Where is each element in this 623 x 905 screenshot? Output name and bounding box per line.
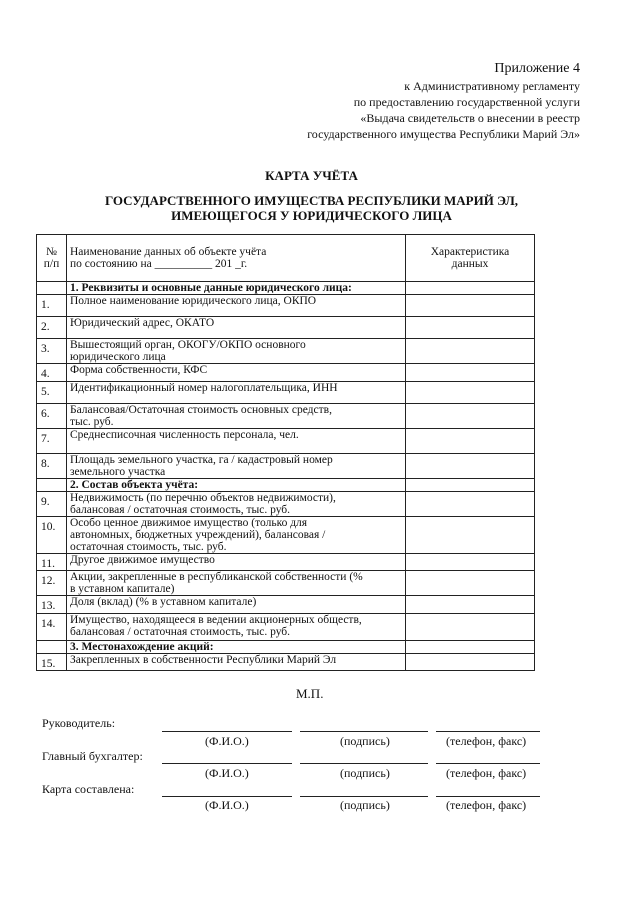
row-value-cell [406,429,535,454]
row-number-cell [37,429,67,454]
table-row [37,339,535,364]
table-row [37,295,535,317]
header-char-cell [406,235,535,282]
row-name-line: Имущество, находящееся в ведении акционерных обществ, [70,614,362,626]
signature-label-compiler: Карта составлена: [42,782,135,796]
table-row [37,382,535,404]
row-number-cell [37,317,67,339]
row-name-cell [67,654,406,671]
table-row [37,571,535,596]
header-char-line: Характеристика [430,246,510,258]
row-name-cell [67,339,406,364]
signature-line-name [162,731,292,732]
row-number: 6. [41,408,50,420]
row-name-line: Закрепленных в собственности Республики Марий Эл [70,654,337,666]
row-name-line: Среднесписочная численность персонала, чел. [70,429,299,441]
row-name-cell [67,571,406,596]
caption-signature: (подпись) [340,734,390,748]
row-number-cell [37,404,67,429]
table-row [37,429,535,454]
row-number: 14. [41,618,56,630]
row-name-line: Площадь земельного участка, га / кадастровый номер [70,454,333,466]
signature-line-name [162,763,292,764]
section-heading: 3. Местонахождение акций: [70,641,214,653]
row-value-cell [406,479,535,492]
row-name-line: Вышестоящий орган, ОКОГУ/ОКПО основного [70,339,306,351]
table-row [37,492,535,517]
row-name-line: Другое движимое имущество [70,554,215,566]
row-name-line: Полное наименование юридического лица, ОКПО [70,295,317,307]
row-number: 7. [41,433,50,445]
table-section-row [37,282,535,295]
caption-signature: (подпись) [340,766,390,780]
signature-line-sign [300,763,428,764]
caption-signature: (подпись) [340,798,390,812]
row-number: 15. [41,658,56,670]
section-heading-cell [67,282,406,295]
signature-line-phone [436,763,540,764]
row-name-line: тыс. руб. [70,416,114,428]
appendix-line: по предоставлению государственной услуги [353,95,580,109]
header-name-line: по состоянию на __________ 201 _г. [70,258,248,270]
row-value-cell [406,641,535,654]
row-value-cell [406,454,535,479]
signature-line-phone [436,731,540,732]
table-row [37,454,535,479]
row-number-cell [37,571,67,596]
table-section-row [37,641,535,654]
caption-fio: (Ф.И.О.) [205,766,249,780]
row-name-cell [67,454,406,479]
row-value-cell [406,295,535,317]
row-number: 11. [41,558,55,570]
row-name-line: Недвижимость (по перечню объектов недвижимости), [70,492,336,504]
row-number: 13. [41,600,56,612]
row-name-cell [67,404,406,429]
row-name-cell [67,492,406,517]
row-number-cell [37,282,67,295]
signature-line-phone [436,796,540,797]
row-value-cell [406,339,535,364]
row-number-cell [37,364,67,382]
row-number-cell [37,479,67,492]
row-number: 5. [41,386,50,398]
caption-phone: (телефон, факс) [446,798,527,812]
row-name-line: в уставном капитале) [70,583,175,595]
row-value-cell [406,404,535,429]
row-name-line: Идентификационный номер налогоплательщика, ИНН [70,382,338,394]
section-heading-cell [67,479,406,492]
row-value-cell [406,554,535,571]
table-row [37,517,535,554]
row-number-cell [37,641,67,654]
row-name-line: Юридический адрес, ОКАТО [70,317,215,329]
row-value-cell [406,282,535,295]
row-name-line: Доля (вклад) (% в уставном капитале) [70,596,257,608]
header-num-line: № [46,246,57,258]
row-value-cell [406,317,535,339]
row-number: 9. [41,496,50,508]
row-name-line: Особо ценное движимое имущество (только для [70,517,308,529]
section-heading: 1. Реквизиты и основные данные юридического лица: [70,282,352,294]
row-number-cell [37,454,67,479]
row-value-cell [406,654,535,671]
table-row [37,596,535,614]
row-number-cell [37,339,67,364]
signature-label-director: Руководитель: [42,716,116,730]
table-section-row [37,479,535,492]
signature-line-sign [300,796,428,797]
row-name-line: юридического лица [70,351,166,363]
row-number-cell [37,517,67,554]
row-name-line: остаточная стоимость, тыс. руб. [70,541,227,553]
table-row [37,364,535,382]
row-number: 3. [41,343,50,355]
row-number: 10. [41,521,56,533]
caption-fio: (Ф.И.О.) [205,734,249,748]
section-heading: 2. Состав объекта учёта: [70,479,199,491]
row-name-line: балансовая / остаточная стоимость, тыс. руб. [70,504,291,516]
table-row [37,654,535,671]
header-name-line: Наименование данных об объекте учёта [70,246,267,258]
stamp-placeholder: М.П. [296,686,324,701]
appendix-title: Приложение 4 [494,61,580,76]
row-name-cell [67,596,406,614]
row-number-cell [37,295,67,317]
row-value-cell [406,596,535,614]
row-number: 1. [41,299,50,311]
row-name-cell [67,382,406,404]
header-num-cell [37,235,67,282]
row-name-line: балансовая / остаточная стоимость, тыс. руб. [70,626,291,638]
appendix-line: к Административному регламенту [404,79,580,93]
row-number-cell [37,492,67,517]
row-value-cell [406,492,535,517]
header-num-line: п/п [43,258,60,270]
caption-fio: (Ф.И.О.) [205,798,249,812]
row-name-cell [67,517,406,554]
row-name-cell [67,364,406,382]
table-row [37,317,535,339]
table-header-row [37,235,535,282]
appendix-block [307,60,580,142]
appendix-line: «Выдача свидетельств о внесении в реестр [360,111,580,125]
row-number-cell [37,554,67,571]
row-name-cell [67,317,406,339]
registration-table [36,234,535,671]
row-number: 2. [41,321,50,333]
row-number: 8. [41,458,50,470]
row-number-cell [37,596,67,614]
row-name-line: автономных, бюджетных учреждений), балансовая / [70,529,326,541]
table-row [37,614,535,641]
table-row [37,554,535,571]
caption-phone: (телефон, факс) [446,766,527,780]
row-number-cell [37,614,67,641]
table-row [37,404,535,429]
row-number-cell [37,382,67,404]
header-name-cell [67,235,406,282]
row-value-cell [406,614,535,641]
row-value-cell [406,364,535,382]
card-title: КАРТА УЧЁТА [265,168,358,183]
row-name-cell [67,614,406,641]
row-name-line: земельного участка [70,466,166,478]
appendix-line: государственного имущества Республики Марий Эл» [307,127,580,141]
signature-label-accountant: Главный бухгалтер: [42,749,143,763]
row-number: 4. [41,368,50,380]
section-heading-cell [67,641,406,654]
row-number: 12. [41,575,56,587]
caption-phone: (телефон, факс) [446,734,527,748]
row-name-line: Балансовая/Остаточная стоимость основных средств, [70,404,332,416]
row-name-line: Акции, закрепленные в республиканской собственности (% [70,571,363,583]
card-subtitle-line: ИМЕЮЩЕГОСЯ У ЮРИДИЧЕСКОГО ЛИЦА [171,208,452,223]
row-value-cell [406,517,535,554]
card-subtitle-line: ГОСУДАРСТВЕННОГО ИМУЩЕСТВА РЕСПУБЛИКИ МАРИЙ ЭЛ, [104,193,519,208]
row-value-cell [406,571,535,596]
signature-line-name [162,796,292,797]
row-value-cell [406,382,535,404]
card-subtitle [0,193,623,223]
row-name-cell [67,554,406,571]
header-char-line: данных [451,258,489,270]
row-name-line: Форма собственности, КФС [70,364,208,376]
signature-line-sign [300,731,428,732]
row-name-cell [67,295,406,317]
row-number-cell [37,654,67,671]
row-name-cell [67,429,406,454]
